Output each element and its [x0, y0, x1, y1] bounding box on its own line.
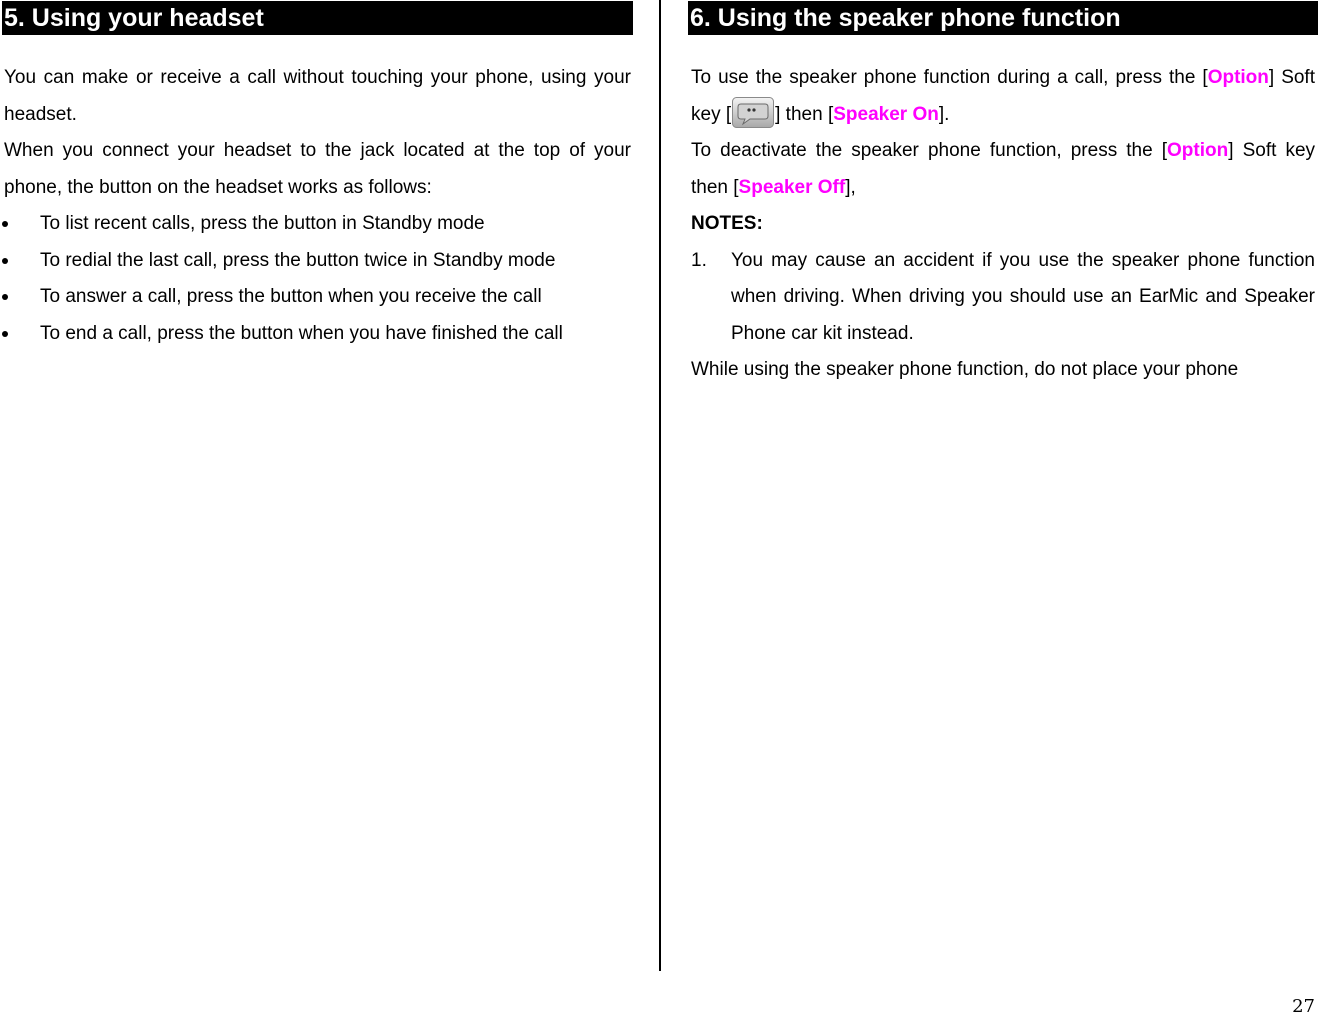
bullet-icon	[2, 294, 8, 300]
list-item-text: To list recent calls, press the button in Standby mode	[40, 213, 485, 234]
column-divider	[659, 0, 661, 971]
speaker-warning-paragraph: While using the speaker phone function, do not place your phone	[691, 359, 1239, 380]
bullet-icon	[2, 258, 8, 264]
bullet-icon	[2, 221, 8, 227]
text-segment: ].	[938, 103, 950, 125]
speaker-on-label: Speaker On	[833, 103, 939, 125]
text-segment: To use the speaker phone function during a call, press the [	[691, 67, 1208, 88]
headset-intro-paragraph: You can make or receive a call without touching your phone, using your headset.	[4, 67, 631, 125]
text-segment: ] then [	[775, 103, 834, 125]
text-segment: ] Soft key then [	[691, 140, 1316, 198]
note-item	[688, 243, 1318, 353]
list-item-text: To answer a call, press the button when you receive the call	[40, 286, 542, 307]
speaker-on-paragraph	[688, 60, 1318, 133]
notes-heading: NOTES:	[691, 213, 763, 234]
right-column	[688, 1, 1318, 389]
list-item	[2, 243, 633, 280]
speaker-section-title: 6. Using the speaker phone function	[688, 1, 1318, 35]
page-number: 27	[1292, 996, 1315, 1017]
note-number: 1.	[691, 249, 707, 271]
option-softkey-label: Option	[1167, 140, 1229, 161]
speaker-off-paragraph	[688, 133, 1318, 206]
list-item	[2, 316, 633, 353]
list-item	[2, 279, 633, 316]
list-item-text: To redial the last call, press the button twice in Standby mode	[40, 249, 556, 271]
bullet-icon	[2, 331, 8, 337]
list-item	[2, 206, 633, 243]
text-segment: ],	[845, 176, 856, 198]
speaker-off-label: Speaker Off	[738, 176, 846, 198]
headset-button-list	[2, 206, 633, 352]
note-text: You may cause an accident if you use the speaker phone function when driving. When driving you should use an EarMic and Speaker Phone car kit instead.	[731, 249, 1315, 344]
text-segment: ] Soft key [	[691, 67, 1315, 125]
option-softkey-label: Option	[1207, 67, 1269, 88]
left-column	[2, 1, 633, 352]
headset-section-title: 5. Using your headset	[2, 1, 633, 35]
text-segment: To deactivate the speaker phone function, press the [	[691, 140, 1168, 161]
speech-bubble-icon	[732, 97, 774, 128]
list-item-text: To end a call, press the button when you have finished the call	[40, 322, 563, 344]
headset-jack-paragraph: When you connect your headset to the jack located at the top of your phone, the button on the headset works as follows:	[4, 140, 631, 198]
